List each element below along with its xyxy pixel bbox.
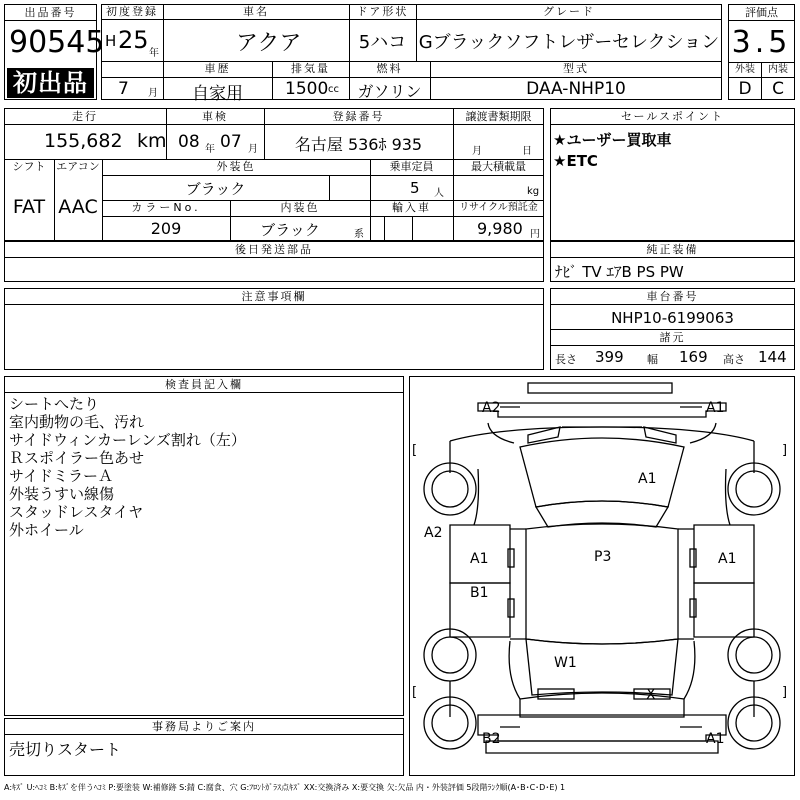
color-no-label: カラーNo. [131, 201, 201, 214]
shift: FAT [12, 196, 46, 218]
inspector-line: Ｒスポイラー色あせ [9, 449, 145, 467]
office-notice-box [4, 718, 404, 776]
damage-mark: B1 [470, 585, 489, 601]
score-box [728, 4, 795, 100]
sales-points-label: セールスポイント [551, 109, 794, 125]
inspector-line: 外装うすい線傷 [9, 485, 115, 503]
reg-number-label: 登録番号 [332, 110, 385, 123]
damage-mark: A2 [424, 525, 443, 541]
height-label: 高さ [723, 353, 745, 366]
height: 144 [758, 348, 787, 366]
lot-number-box [4, 4, 105, 100]
shift-label: シフト [12, 160, 46, 173]
mileage-label: 走行 [72, 110, 98, 123]
damage-diagram [409, 376, 795, 776]
color-number: 209 [150, 219, 182, 238]
displacement-unit: cc [328, 84, 339, 95]
inspector-line: サイドウィンカーレンズ割れ（左） [9, 431, 246, 449]
model-label: 型式 [563, 62, 589, 75]
insp-year-unit: 年 [205, 144, 215, 155]
inspector-box [4, 376, 404, 716]
damage-mark: X [646, 687, 656, 703]
grade-label: グレード [543, 5, 595, 18]
max-load-label: 最大積載量 [471, 160, 526, 173]
chassis-label: 車台番号 [551, 289, 794, 305]
insp-month-unit: 月 [248, 144, 258, 155]
ext-color: ブラック [185, 180, 246, 198]
length: 399 [595, 348, 624, 366]
displacement-label: 排気量 [291, 62, 330, 75]
length-label: 長さ [555, 353, 577, 366]
inspector-line: 室内動物の毛、汚れ [9, 413, 145, 431]
damage-mark: A2 [482, 400, 501, 416]
reg-number: 名古屋 536ﾎ 935 [294, 135, 423, 154]
right-bracket: ] [782, 685, 788, 700]
equipment-box [550, 241, 795, 282]
car-name: アクア [236, 31, 302, 56]
damage-mark: A1 [706, 731, 725, 747]
air-conditioner: AAC [58, 196, 98, 218]
import-label: 輸入車 [392, 201, 431, 214]
insp-year: 08 [178, 132, 200, 152]
score: 3.5 [731, 25, 792, 60]
chassis-box [550, 288, 795, 370]
capacity-label: 乗車定員 [389, 160, 434, 173]
int-grade: C [772, 79, 784, 99]
reg-year: 25 [118, 26, 149, 54]
grade: Gブラックソフトレザーセレクション [418, 32, 720, 53]
ext-color-label: 外装色 [216, 160, 256, 173]
int-grade-label: 内装 [768, 64, 788, 75]
sales-point-item: ★ユーザー買取車 [553, 131, 672, 149]
fuel-label: 燃料 [376, 62, 403, 75]
car-name-label: 車名 [243, 5, 269, 18]
int-color-unit: 系 [354, 229, 364, 240]
max-load-unit: kg [527, 186, 540, 197]
lot-number-label: 出品番号 [5, 5, 96, 21]
damage-mark: A1 [718, 551, 737, 567]
later-parts-label: 後日発送部品 [5, 242, 543, 258]
damage-mark: P3 [594, 549, 612, 565]
damage-mark: B2 [482, 731, 501, 747]
recycle-fee: 9,980 [477, 219, 523, 238]
legend: A:ｷｽﾞ U:ﾍｺﾐ B:ｷｽﾞを伴うﾍｺﾐ P:要塗装 W:補修跡 S:錆 C:腐食、穴 G:ﾌﾛﾝﾄｶﾞﾗｽ点ｷｽﾞ XX:交換済み X:要交換 欠:欠品 内・外装評価 5段階ﾗﾝｸ順(A･B･C･D･E) 1 [4, 783, 566, 792]
damage-mark: A1 [706, 400, 725, 416]
transfer-docs-label: 譲渡書類期限 [465, 110, 532, 123]
door-label: ドア形状 [356, 5, 409, 18]
displacement: 1500 [285, 79, 329, 99]
fuel: ガソリン [357, 82, 422, 101]
lot-number: 90545 [9, 25, 105, 60]
mileage-unit: km [137, 130, 167, 152]
door-type: 5ハコ [358, 32, 407, 53]
office-notice-label: 事務局よりご案内 [5, 719, 403, 735]
left-bracket: [ [412, 685, 418, 700]
ext-grade: D [738, 79, 752, 99]
chassis-number: NHP10-6199063 [611, 309, 734, 327]
right-bracket: ] [782, 443, 788, 458]
capacity-unit: 人 [434, 188, 444, 199]
damage-mark: A1 [638, 471, 657, 487]
capacity: 5 [410, 179, 420, 197]
width-label: 幅 [647, 353, 658, 366]
insp-month: 07 [220, 132, 242, 152]
reg-year-unit: 年 [149, 48, 159, 59]
notes-label: 注意事項欄 [5, 289, 543, 305]
car-outline [410, 377, 794, 775]
inspector-line: 外ホイール [9, 521, 84, 539]
first-reg-label: 初度登録 [106, 5, 158, 18]
ac-label: エアコン [56, 160, 100, 173]
inspector-line: スタッドレスタイヤ [9, 503, 144, 521]
history: 自家用 [192, 84, 243, 104]
sales-point-item: ★ETC [553, 152, 598, 170]
score-label: 評価点 [729, 5, 794, 21]
inspector-line: サイドミラーＡ [9, 467, 113, 485]
damage-mark: A1 [470, 551, 489, 567]
history-label: 車歴 [204, 62, 231, 75]
dimensions-label: 諸元 [551, 330, 794, 346]
recycle-unit: 円 [530, 229, 540, 240]
first-listing-badge: 初出品 [7, 68, 94, 98]
left-bracket: [ [412, 443, 418, 458]
inspection-label: 車検 [202, 110, 228, 123]
sales-points-box [550, 108, 795, 241]
width: 169 [679, 348, 708, 366]
transfer-month-unit: 月 [472, 146, 482, 157]
office-notice-text: 売切りスタート [9, 740, 122, 759]
equipment-value: ﾅﾋﾞ TV ｴｱB PS PW [555, 263, 684, 281]
transfer-day-unit: 日 [522, 146, 532, 157]
int-color: ブラック [260, 221, 320, 239]
inspector-label: 検査員記入欄 [5, 377, 403, 393]
damage-mark: W1 [554, 655, 577, 671]
inspector-line: シートへたり [9, 395, 100, 413]
era-letter: H [105, 32, 117, 50]
later-parts-box [4, 241, 544, 282]
ext-grade-label: 外装 [735, 64, 755, 75]
model: DAA-NHP10 [526, 79, 626, 99]
mileage: 155,682 [44, 130, 123, 152]
recycle-label: リサイクル預託金 [459, 202, 538, 213]
int-color-label: 内装色 [280, 201, 320, 214]
equipment-label: 純正装備 [551, 242, 794, 258]
reg-month-unit: 月 [148, 88, 158, 99]
reg-month: 7 [118, 79, 129, 99]
notes-box [4, 288, 544, 370]
